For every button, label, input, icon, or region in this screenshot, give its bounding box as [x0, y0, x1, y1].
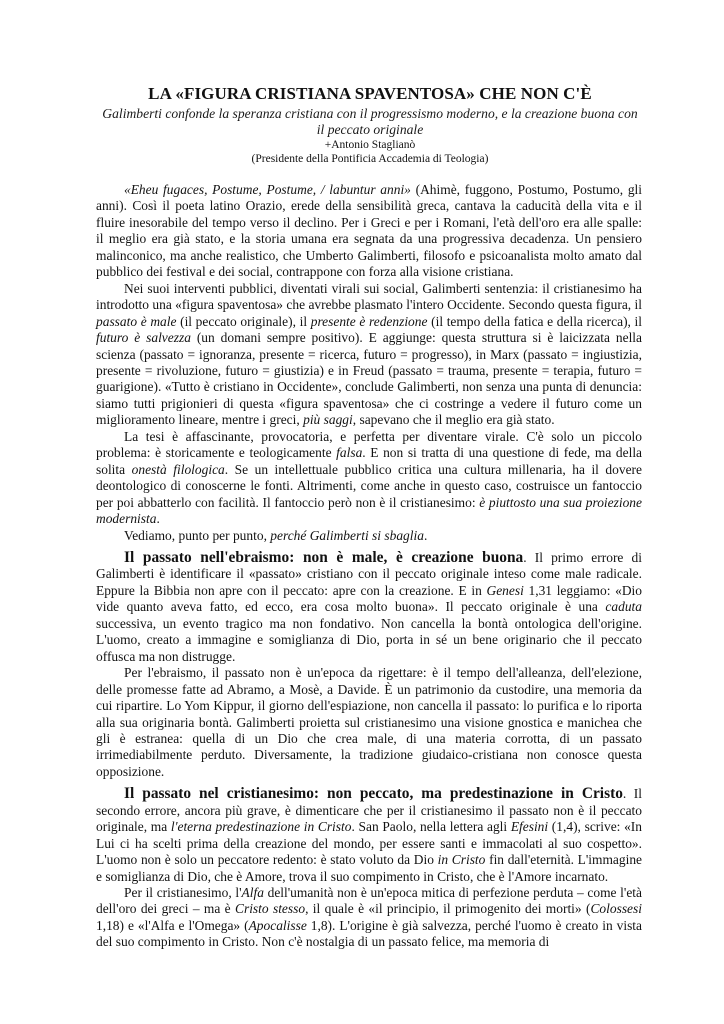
subtitle-line-2: il peccato originale: [316, 121, 424, 137]
section-ebraismo: Il passato nell'ebraismo: non è male, è creazione buona. Il primo errore di Galimberti è identificare il «passato» cristiano con il peccato originale inteso come male radicale. Eppure la Bibbia non apre con il peccato: apre con la creazione. E in Genesi 1,31 leggiamo: «Dio vide quanto aveva fatto, ed ecco, era cosa molto buona». Il peccato originale è una caduta successiva, un evento tragico ma non fondativo. Non cancella la bontà ontologica dell'origine. L'uomo, creato a immagine e somiglianza di Dio, porta in sé un bene originario che il peccato offusca ma non distrugge.: [96, 548, 642, 664]
paragraph-galimberti-thesis: Nei suoi interventi pubblici, diventati virali sui social, Galimberti sentenzia: il cristianesimo ha introdotto una «figura spaventosa» che avrebbe plasmato l'intero Occidente. Secondo questa figura, il passato è male (il peccato originale), il presente è redenzione (il tempo della fatica e della ricerca), il futuro è salvezza (un domani sempre positivo). E aggiunge: questa struttura si è laicizzata nella scienza (passato = ignoranza, presente = ricerca, futuro = progresso), in Marx (passato = ingiustizia, presente = rivoluzione, futuro = giustizia) e in Freud (passato = trauma, presente = terapia, futuro = guarigione). «Tutto è cristiano in Occidente», conclude Galimberti, non senza una punta di denuncia: siamo tutti prigionieri di questa «figura spaventosa» che ci costringe a vedere il futuro come un miglioramento lineare, mentre i greci, più saggi, sapevano che il meglio era già stato.: [96, 280, 643, 428]
paragraph-intro: «Eheu fugaces, Postume, Postume, / labuntur anni» (Ahimè, fuggono, Postumo, Postumo, gli anni). Così il poeta latino Orazio, erede della sensibilità greca, cantava la caducità della vita e il fluire inesorabile del tempo verso il declino. Per i Greci e per i Romani, l'età dell'oro era alle spalle: il meglio era già stato, e la storia umana era segnata da una progressiva decadenza. Un pensiero malinconico, ma anche realistico, che Umberto Galimberti, filosofo e psicoanalista molto amato dal pubblico dei festival e dei social, contrappone con forza alla visione cristiana.: [96, 182, 643, 280]
section-heading-ebraismo: Il passato nell'ebraismo: non è male, è creazione buona: [124, 548, 524, 566]
paragraph-alfa-omega: Per il cristianesimo, l'Alfa dell'umanità non è un'epoca mitica di perfezione perduta – come l'età dell'oro dei greci – ma è Cristo stesso, il quale è «il principio, il primogenito dei morti» (Colossesi 1,18) e «l'Alfa e l'Omega» (Apocalisse 1,8). L'origine è già salvezza, perché l'uomo è creato in vista del suo compimento in Cristo. Non c'è nostalgia di un passato felice, ma memoria di: [96, 885, 643, 950]
paragraph-transition: Vediamo, punto per punto, perché Galimberti si sbaglia.: [124, 527, 428, 543]
section-heading-cristianesimo: Il passato nel cristianesimo: non peccato, ma predestinazione in Cristo: [124, 785, 623, 803]
paragraph-ebraismo-memory: Per l'ebraismo, il passato non è un'epoca da rigettare: è il tempo dell'alleanza, dell'elezione, delle promesse fatte ad Abramo, a Mosè, a Davide. È un patrimonio da custodire, una memoria da cui ripartire. Lo Yom Kippur, il giorno dell'espiazione, non cancella il passato: lo purifica e lo riporta alla sua originaria bontà. Galimberti proietta sul cristianesimo una visione gnostica e manichea che gli è estranea: quella di un Dio che crea male, di una materia corrotta, di un passato irrimediabilmente perduto. Diversamente, la tradizione giudaico-cristiana non conosce questa opposizione.: [96, 665, 642, 779]
subtitle-line-1: Galimberti confonde la speranza cristiana con il progressismo moderno, e la creazione buona con: [102, 106, 638, 121]
article-title: LA «FIGURA CRISTIANA SPAVENTOSA» CHE NON C'È: [148, 84, 592, 103]
horace-quote: «Eheu fugaces, Postume, Postume, / labuntur anni»: [124, 182, 411, 197]
section-cristianesimo: Il passato nel cristianesimo: non peccato, ma predestinazione in Cristo. Il secondo errore, ancora più grave, è dimenticare che per il cristianesimo il passato non è il peccato originale, ma l'eterna predestinazione in Cristo. San Paolo, nella lettera agli Efesini (1,4), scrive: «In Lui ci ha scelti prima della creazione del mondo, per essere santi e immacolati al suo cospetto». L'uomo non è solo un peccatore redento: è stato voluto da Dio in Cristo fin dall'eternità. L'immagine e somiglianza di Dio, che è Amore, trova il suo compimento in Cristo, che è l'Amore incarnato.: [96, 785, 643, 884]
article-header: [100, 84, 640, 166]
article-subtitle: [100, 106, 640, 137]
paragraph-critique: La tesi è affascinante, provocatoria, e perfetta per diventare virale. C'è solo un piccolo problema: è storicamente e teologicamente falsa. E non si tratta di una questione di fede, ma della solita onestà filologica. Se un intellettuale pubblico critica una cultura millenaria, ha il dovere deontologico di conoscerne le fonti. Altrimenti, come anche in questo caso, costruisce un fantoccio per poi abbatterlo con facilità. Il fantoccio però non è il cristianesimo: è piuttosto una sua proiezione modernista.: [96, 428, 643, 527]
article-body: [96, 182, 642, 951]
author-name: +Antonio Staglianò: [324, 139, 416, 151]
author-role: (Presidente della Pontificia Accademia di Teologia): [251, 153, 489, 165]
